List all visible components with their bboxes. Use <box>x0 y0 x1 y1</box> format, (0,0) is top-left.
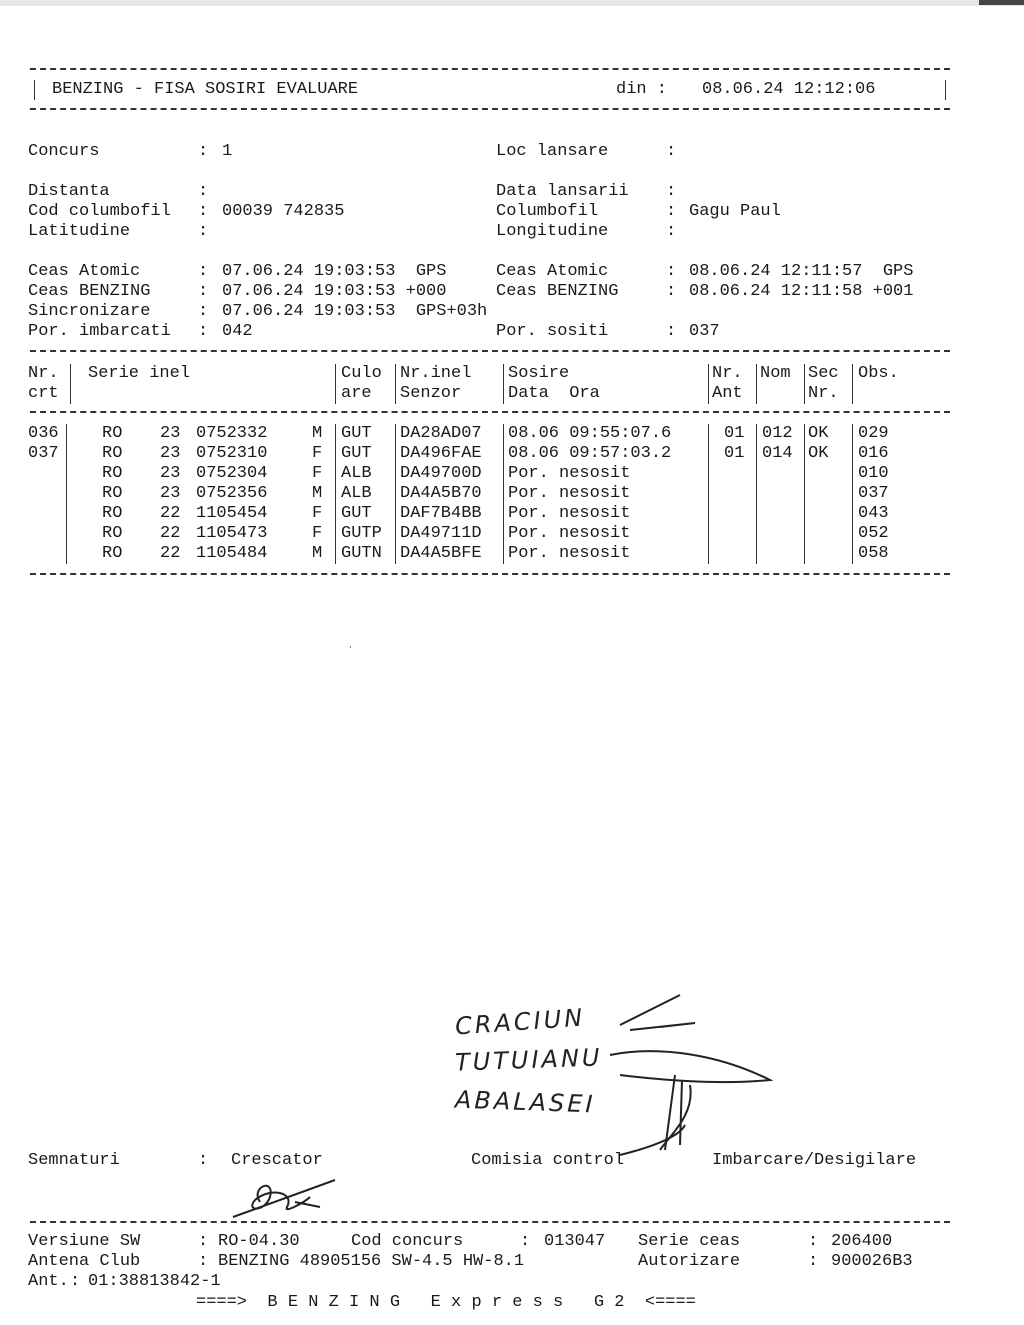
cell-obs: 016 <box>858 444 889 463</box>
distanta-label: Distanta <box>28 182 110 201</box>
sincronizare-value: 07.06.24 19:03:53 GPS+03h <box>222 302 488 321</box>
columbofil-value: Gagu Paul <box>689 202 781 221</box>
col-separator <box>395 364 396 404</box>
cell-an: 22 <box>160 504 181 523</box>
colon: : <box>666 222 677 241</box>
col-separator <box>708 424 709 564</box>
col-header-nom: Nom <box>760 364 791 383</box>
loc-lansare-label: Loc lansare <box>496 142 609 161</box>
col-header-ant-2: Ant <box>712 384 743 403</box>
cell-culoare: ALB <box>341 464 372 483</box>
col-header-culoare-2: are <box>341 384 372 403</box>
por-imbarcati-value: 042 <box>222 322 253 341</box>
cell-tara: RO <box>102 524 123 543</box>
cell-an: 22 <box>160 524 181 543</box>
data-lansarii-label: Data lansarii <box>496 182 629 201</box>
document-title: BENZING - FISA SOSIRI EVALUARE <box>52 80 359 99</box>
divider <box>30 573 950 575</box>
cod-columbofil-label: Cod columbofil <box>28 202 171 221</box>
colon: : <box>666 262 677 281</box>
col-header-crt: crt <box>28 384 59 403</box>
colon: : <box>198 222 209 241</box>
colon: : <box>666 282 677 301</box>
cell-culoare: GUT <box>341 424 372 443</box>
serie-ceas-value: 206400 <box>831 1232 893 1251</box>
cod-concurs-label: Cod concurs <box>351 1232 464 1251</box>
antena-label: Antena Club <box>28 1252 141 1271</box>
ceas-benzing-right-value: 08.06.24 12:11:58 +001 <box>689 282 914 301</box>
cell-culoare: GUTP <box>341 524 382 543</box>
colon: : <box>198 262 209 281</box>
cell-tara: RO <box>102 424 123 443</box>
concurs-value: 1 <box>222 142 233 161</box>
cell-senzor: DA4A5B70 <box>400 484 482 503</box>
colon: : <box>198 1232 209 1251</box>
versiune-label: Versiune SW <box>28 1232 141 1251</box>
cell-obs: 043 <box>858 504 889 523</box>
cell-senzor: DA49711D <box>400 524 482 543</box>
versiune-value: RO-04.30 <box>218 1232 300 1251</box>
autorizare-label: Autorizare <box>638 1252 741 1271</box>
cell-nom: 012 <box>762 424 793 443</box>
cell-tara: RO <box>102 504 123 523</box>
cell-sex: F <box>312 524 323 543</box>
col-header-sosire-2: Data Ora <box>508 384 600 403</box>
cell-sosire: Por. nesosit <box>508 504 631 523</box>
crescator-signature <box>225 1172 345 1227</box>
col-header-sec-2: Nr. <box>808 384 839 403</box>
cell-sosire: 08.06 09:57:03.2 <box>508 444 672 463</box>
autorizare-value: 900026B3 <box>831 1252 913 1271</box>
cell-nr: 036 <box>28 424 59 443</box>
ceas-benzing-value: 07.06.24 19:03:53 +000 <box>222 282 447 301</box>
scan-speck: · <box>348 643 353 652</box>
cell-inel: 0752304 <box>196 464 268 483</box>
cod-columbofil-value: 00039 742835 <box>222 202 345 221</box>
colon: : <box>808 1232 819 1251</box>
commission-signature <box>600 985 790 1175</box>
col-separator <box>395 424 396 564</box>
cell-inel: 1105473 <box>196 524 268 543</box>
handwritten-name: CRACIUN <box>454 1003 587 1041</box>
colon: : <box>666 142 677 161</box>
col-separator <box>503 424 504 564</box>
colon: : <box>808 1252 819 1271</box>
benzing-brand-line: ====> B E N Z I N G E x p r e s s G 2 <==== <box>196 1293 696 1312</box>
divider <box>30 108 950 110</box>
cell-nom: 014 <box>762 444 793 463</box>
sincronizare-label: Sincronizare <box>28 302 151 321</box>
divider <box>30 1221 950 1223</box>
colon: : <box>666 182 677 201</box>
cell-senzor: DA4A5BFE <box>400 544 482 563</box>
col-separator <box>804 424 805 564</box>
cell-sex: F <box>312 504 323 523</box>
cell-sosire: Por. nesosit <box>508 464 631 483</box>
cell-senzor: DA49700D <box>400 464 482 483</box>
ceas-atomic-right-label: Ceas Atomic <box>496 262 609 281</box>
cell-obs: 029 <box>858 424 889 443</box>
divider <box>30 68 950 70</box>
cell-senzor: DA496FAE <box>400 444 482 463</box>
col-separator <box>503 364 504 404</box>
col-header-obs: Obs. <box>858 364 899 383</box>
col-separator <box>852 364 853 404</box>
col-separator <box>335 364 336 404</box>
concurs-label: Concurs <box>28 142 100 161</box>
cell-sec: OK <box>808 424 829 443</box>
cell-inel: 0752332 <box>196 424 268 443</box>
din-label: din : <box>616 80 668 99</box>
header-datetime: 08.06.24 12:12:06 <box>702 80 876 99</box>
ceas-atomic-value: 07.06.24 19:03:53 GPS <box>222 262 447 281</box>
por-sositi-value: 037 <box>689 322 720 341</box>
col-separator <box>852 424 853 564</box>
colon: : <box>198 202 209 221</box>
col-separator <box>335 424 336 564</box>
cell-an: 22 <box>160 544 181 563</box>
colon: : <box>198 282 209 301</box>
header-border-right <box>945 80 946 100</box>
comisia-control-label: Comisia control <box>471 1151 625 1170</box>
cell-sec: OK <box>808 444 829 463</box>
col-header-serie: Serie inel <box>88 364 191 383</box>
scan-edge <box>0 0 1024 6</box>
colon: : <box>198 1151 209 1170</box>
cell-obs: 058 <box>858 544 889 563</box>
col-header-senzor-2: Senzor <box>400 384 462 403</box>
col-separator <box>708 364 709 404</box>
cell-inel: 0752356 <box>196 484 268 503</box>
cell-tara: RO <box>102 484 123 503</box>
colon: : <box>70 1272 81 1291</box>
colon: : <box>666 202 677 221</box>
colon: : <box>198 1252 209 1271</box>
cell-sosire: 08.06 09:55:07.6 <box>508 424 672 443</box>
ceas-atomic-right-value: 08.06.24 12:11:57 GPS <box>689 262 914 281</box>
cell-ant: 01 <box>724 424 745 443</box>
cell-sex: M <box>312 424 323 443</box>
serie-ceas-label: Serie ceas <box>638 1232 741 1251</box>
divider <box>30 411 950 413</box>
ceas-benzing-right-label: Ceas BENZING <box>496 282 619 301</box>
col-separator <box>66 424 67 564</box>
cell-an: 23 <box>160 444 181 463</box>
cod-concurs-value: 013047 <box>544 1232 606 1251</box>
colon: : <box>520 1232 531 1251</box>
cell-ant: 01 <box>724 444 745 463</box>
cell-obs: 052 <box>858 524 889 543</box>
longitudine-label: Longitudine <box>496 222 609 241</box>
cell-senzor: DA28AD07 <box>400 424 482 443</box>
cell-tara: RO <box>102 464 123 483</box>
cell-sex: F <box>312 444 323 463</box>
latitudine-label: Latitudine <box>28 222 131 241</box>
cell-senzor: DAF7B4BB <box>400 504 482 523</box>
ceas-benzing-label: Ceas BENZING <box>28 282 151 301</box>
cell-an: 23 <box>160 424 181 443</box>
cell-culoare: GUT <box>341 504 372 523</box>
ant-value: 01:38813842-1 <box>88 1272 221 1291</box>
cell-obs: 037 <box>858 484 889 503</box>
cell-an: 23 <box>160 484 181 503</box>
por-sositi-label: Por. sositi <box>496 322 609 341</box>
cell-culoare: ALB <box>341 484 372 503</box>
col-header-senzor: Nr.inel <box>400 364 472 383</box>
col-header-sosire: Sosire <box>508 364 570 383</box>
cell-sex: F <box>312 464 323 483</box>
cell-culoare: GUT <box>341 444 372 463</box>
columbofil-label: Columbofil <box>496 202 599 221</box>
cell-tara: RO <box>102 444 123 463</box>
cell-tara: RO <box>102 544 123 563</box>
handwritten-name: ABALASEI <box>454 1085 597 1119</box>
cell-inel: 1105484 <box>196 544 268 563</box>
cell-inel: 1105454 <box>196 504 268 523</box>
colon: : <box>198 302 209 321</box>
ant-label: Ant. <box>28 1272 69 1291</box>
cell-sosire: Por. nesosit <box>508 544 631 563</box>
cell-obs: 010 <box>858 464 889 483</box>
cell-an: 23 <box>160 464 181 483</box>
col-header-nr: Nr. <box>28 364 59 383</box>
col-header-culoare: Culo <box>341 364 382 383</box>
colon: : <box>198 182 209 201</box>
colon: : <box>198 322 209 341</box>
handwritten-name: TUTUIANU <box>454 1043 603 1077</box>
cell-sex: M <box>312 484 323 503</box>
crescator-label: Crescator <box>231 1151 323 1170</box>
cell-culoare: GUTN <box>341 544 382 563</box>
cell-inel: 0752310 <box>196 444 268 463</box>
col-header-sec: Sec <box>808 364 839 383</box>
colon: : <box>198 142 219 161</box>
col-separator <box>756 424 757 564</box>
col-header-ant: Nr. <box>712 364 743 383</box>
col-separator <box>756 364 757 404</box>
cell-sosire: Por. nesosit <box>508 484 631 503</box>
ceas-atomic-label: Ceas Atomic <box>28 262 141 281</box>
header-border-left <box>34 80 35 100</box>
imbarcare-desigilare-label: Imbarcare/Desigilare <box>712 1151 917 1170</box>
antena-value: BENZING 48905156 SW-4.5 HW-8.1 <box>218 1252 525 1271</box>
col-separator <box>804 364 805 404</box>
col-separator <box>70 364 71 404</box>
colon: : <box>666 322 677 341</box>
cell-sosire: Por. nesosit <box>508 524 631 543</box>
cell-sex: M <box>312 544 323 563</box>
por-imbarcati-label: Por. imbarcati <box>28 322 171 341</box>
cell-nr: 037 <box>28 444 59 463</box>
semnaturi-label: Semnaturi <box>28 1151 120 1170</box>
divider <box>30 350 950 352</box>
